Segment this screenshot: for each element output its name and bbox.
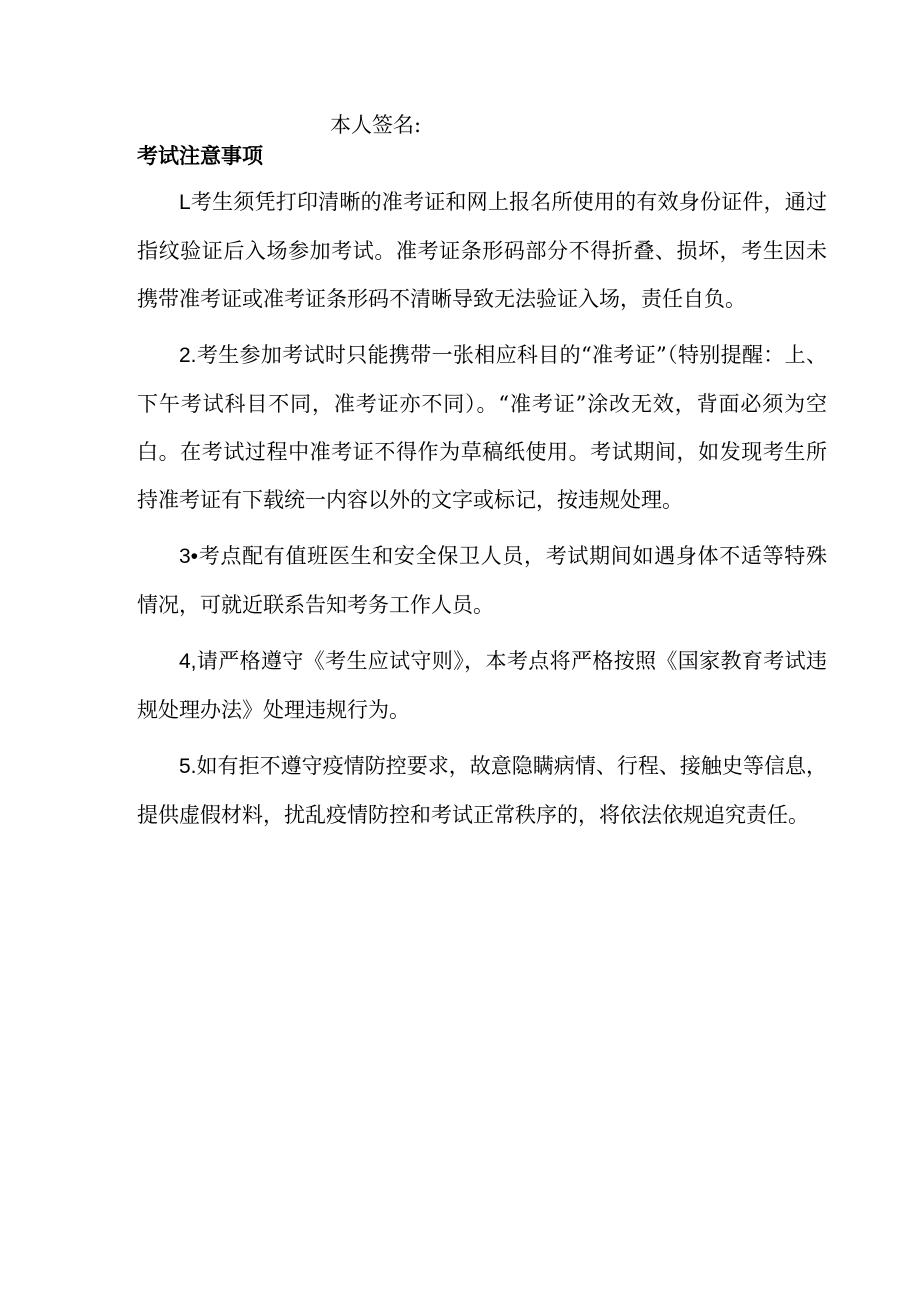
item-number: 4,: [179, 650, 197, 673]
notice-item-5: [137, 742, 827, 839]
item-text: 请严格遵守《考生应试守则》，本考点将严格按照《国家教育考试违规处理办法》处理违规行为。: [137, 649, 827, 722]
notice-item-4: [137, 637, 827, 734]
item-text: 如有拒不遵守疫情防控要求，故意隐瞒病情、行程、接触史等信息，提供虚假材料，扰乱疫情防控和考试正常秩序的，将依法依规追究责任。: [137, 754, 827, 827]
item-text: 考生须凭打印清晰的准考证和网上报名所使用的有效身份证件，通过指纹验证后入场参加考试。准考证条形码部分不得折叠、损坏，考生因未携带准考证或准考证条形码不清晰导致无法验证入场，责任自负。: [137, 190, 827, 311]
item-number: 5.: [179, 755, 197, 778]
item-number: 3•: [179, 545, 199, 568]
notice-item-1: [137, 178, 827, 323]
item-number: 2.: [179, 344, 197, 367]
notice-body: [137, 178, 827, 847]
notice-item-3: [137, 532, 827, 629]
item-text: 考点配有值班医生和安全保卫人员，考试期间如遇身体不适等特殊情况，可就近联系告知考务工作人员。: [137, 544, 827, 617]
section-title: 考试注意事项: [137, 143, 263, 168]
notice-item-2: [137, 331, 827, 524]
item-text: 考生参加考试时只能携带一张相应科目的“准考证”（特别提醒：上、下午考试科目不同，准考证亦不同）。“准考证”涂改无效，背面必须为空白。在考试过程中准考证不得作为草稿纸使用。考试期间，如发现考生所持准考证有下载统一内容以外的文字或标记，按违规处理。: [137, 343, 827, 512]
item-number: L: [179, 191, 191, 214]
signature-label: 本人签名:: [330, 113, 422, 137]
